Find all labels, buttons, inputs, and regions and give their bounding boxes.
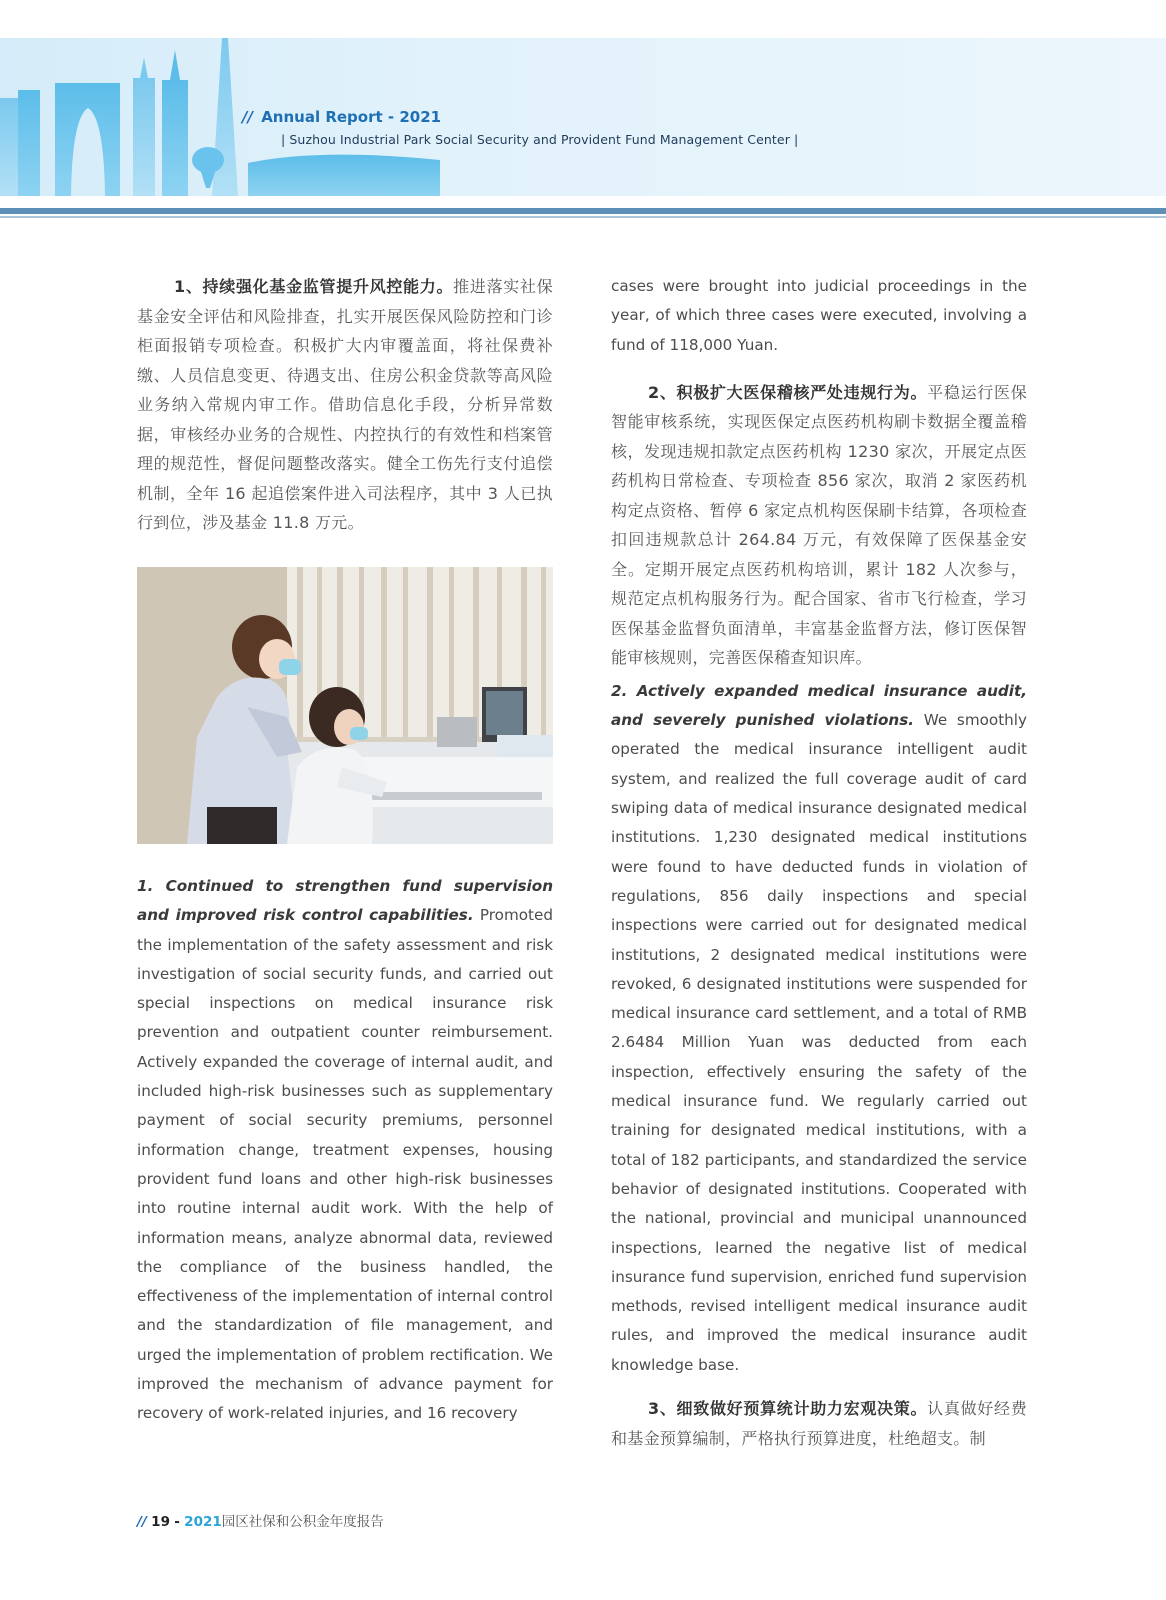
page-number: 19 [151,1514,170,1530]
footer-report-name: 园区社保和公积金年度报告 [221,1514,384,1530]
header-rule [0,208,1166,214]
section-2-english-body: We smoothly operated the medical insurance intelligent audit system, and realized the full coverage audit of card swiping data of medical insurance designated medical institutions. 1,230 designated medical institutions were found to have deducted funds in violation of regulations, 856 daily inspections and special inspections were carried out for designated medical institutions, 2 designated medical institutions were revoked, 6 designated institutions were suspended for medical insurance card settlement, and a total of RMB 2.6484 Million Yuan was deducted from each inspection, effectively ensuring the safety of the medical insurance fund. We regularly carried out training for designated medical institutions, with a total of 182 participants, and standardized the service behavior of designated institutions. Cooperated with the national, provincial and municipal unannounced inspections, learned the negative list of medical insurance fund supervision, enriched fund supervision methods, revised intelligent medical insurance audit rules, and improved the medical insurance audit knowledge base. [611,711,1027,1374]
footer-slashes: // [137,1514,147,1530]
section-3-chinese-body: 认真做好经费和基金预算编制，严格执行预算进度，杜绝超支。制 [611,1399,1027,1448]
header-rule-thin [0,216,1166,218]
right-column [611,272,1027,1453]
footer-dash: - [174,1514,180,1530]
section-2-english [611,677,1027,1380]
section-1-english-body: Promoted the implementation of the safety assessment and risk investigation of social security funds, and carried out special inspections on medical insurance risk prevention and outpatient counter reimbursement. Actively expanded the coverage of internal audit, and included high-risk businesses such as supplementary payment of social security premiums, personnel information change, treatment expenses, housing provident fund loans and other high-risk businesses into routine internal audit work. With the help of information means, analyze abnormal data, reviewed the compliance of the business handled, the effectiveness of the implementation of internal control and the standardization of file management, and urged the implementation of problem rectification. We improved the mechanism of advance payment for recovery of work-related injuries, and 16 recovery [137,906,553,1423]
organization-subtitle: | Suzhou Industrial Park Social Security and Provident Fund Management Center | [281,132,799,147]
page-footer [137,1510,384,1530]
office-photo [137,567,553,844]
section-1-chinese-heading: 1、持续强化基金监管提升风控能力。 [174,277,454,296]
left-column-english [137,872,553,1429]
section-2-chinese-heading: 2、积极扩大医保稽核严处违规行为。 [648,382,928,402]
report-title [242,108,441,126]
section-1-chinese-body: 推进落实社保基金安全评估和风险排查，扎实开展医保风险防控和门诊柜面报销专项检查。积极扩大内审覆盖面，将社保费补缴、人员信息变更、待遇支出、住房公积金贷款等高风险业务纳入常规内审工作。借助信息化手段，分析异常数据，审核经办业务的合规性、内控执行的有效性和档案管理的规范性，督促问题整改落实。健全工伤先行支付追偿机制，全年 16 起追偿案件进入司法程序，其中 3 人已执行到位，涉及基金 11.8 万元。 [137,277,553,532]
title-slashes: // [242,108,253,126]
section-2-english-heading: 2. Actively expanded medical insurance audit, and severely punished violations. [611,681,1027,730]
title-text: Annual Report - 2021 [261,108,442,126]
section-1-english [137,872,553,1429]
office-photo-illustration [137,567,553,844]
section-3-chinese-heading: 3、细致做好预算统计助力宏观决策。 [648,1399,928,1419]
footer-year: 2021 [184,1514,222,1530]
section-1-chinese [137,272,553,538]
section-1-english-continued: cases were brought into judicial proceedings in the year, of which three cases were executed, involving a fund of 118,000 Yuan. [611,277,1027,354]
header-banner [0,38,1166,196]
section-2-chinese [611,378,1027,673]
section-3-chinese [611,1394,1027,1453]
left-column [137,272,553,538]
section-2-chinese-body: 平稳运行医保智能审核系统，实现医保定点医药机构刷卡数据全覆盖稽核，发现违规扣款定点医药机构 1230 家次，开展定点医药机构日常检查、专项检查 856 家次，取消 2 家医药机构定点资格、暂停 6 家定点机构医保刷卡结算，各项检查扣回违规款总计 264.84 万元，有效保障了医保基金安全。定期开展定点医药机构培训，累计 182 人次参与，规范定点机构服务行为。配合国家、省市飞行检查，学习医保基金监督负面清单，丰富基金监督方法，修订医保智能审核规则，完善医保稽查知识库。 [611,382,1027,668]
section-1-english-heading: 1. Continued to strengthen fund supervision and improved risk control capabilities. [137,877,553,925]
